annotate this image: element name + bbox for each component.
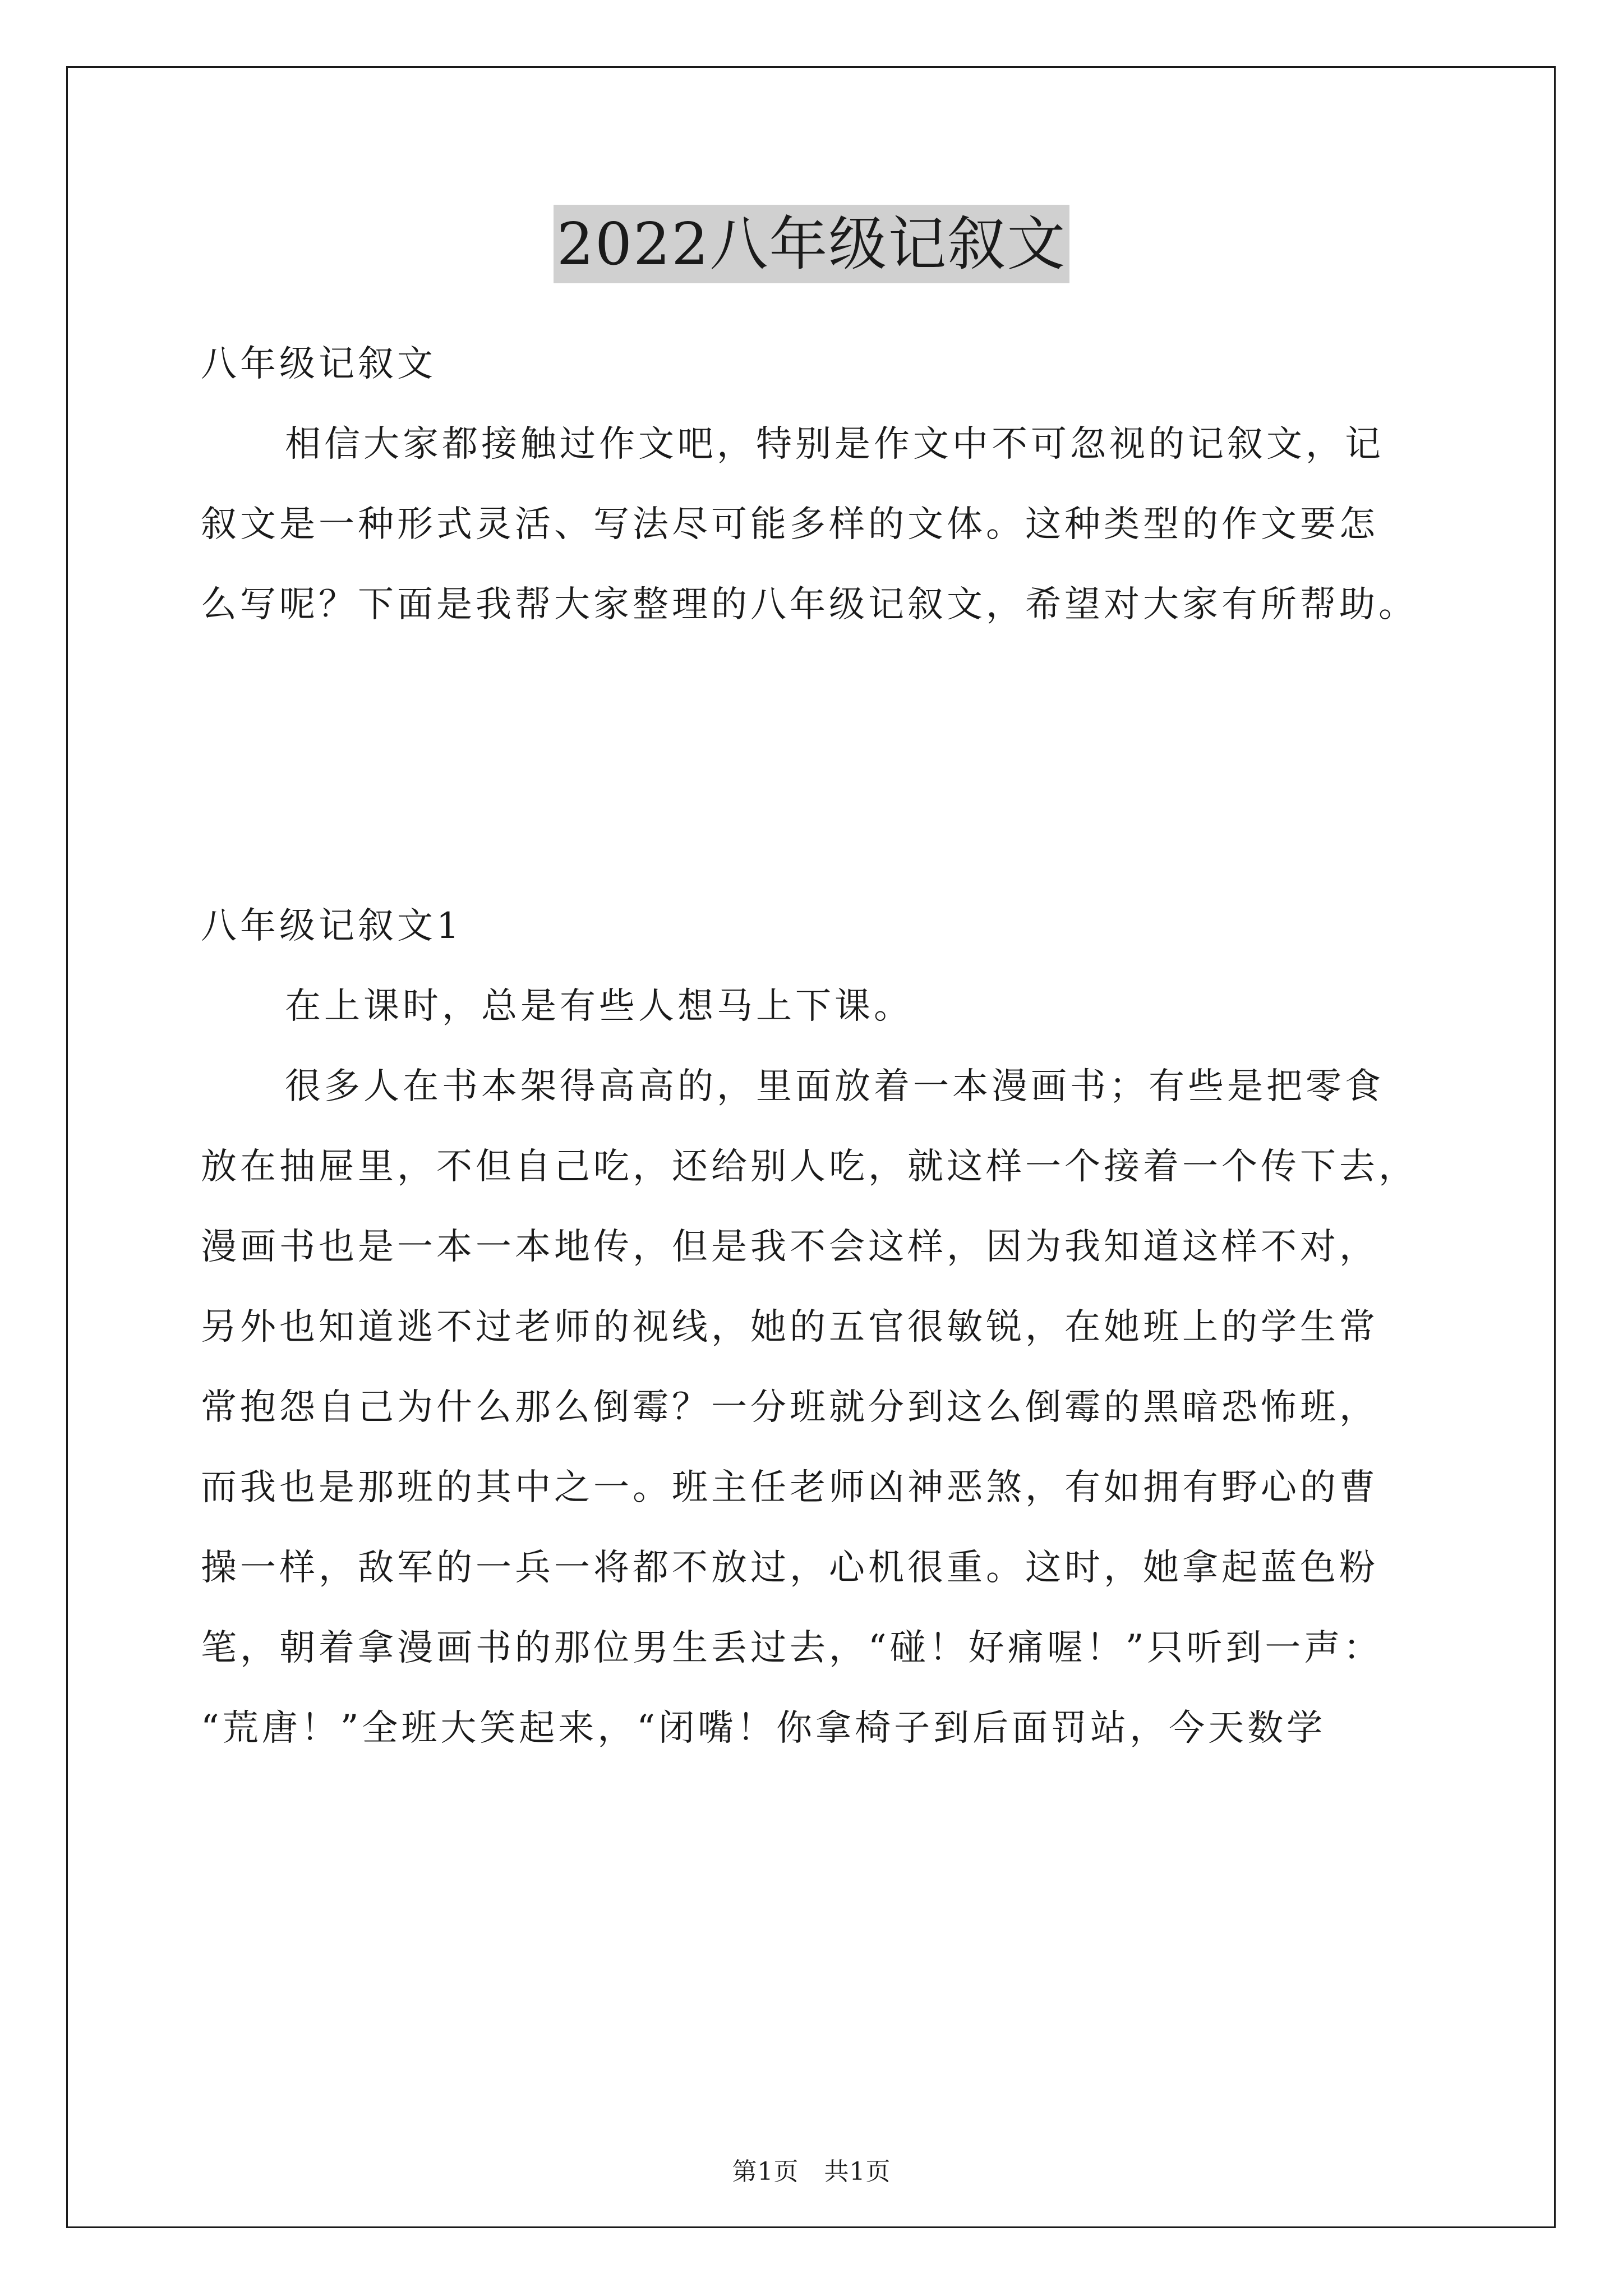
document-title: 2022八年级记叙文	[554, 205, 1070, 283]
paragraph-line: “荒唐！”全班大笑起来，“闭嘴！你拿椅子到后面罚站，今天数学	[201, 1708, 1326, 1749]
paragraph-line: 笔，朝着拿漫画书的那位男生丢过去，“碰！好痛喔！”只听到一声：	[201, 1627, 1383, 1669]
paragraph-line: 而我也是那班的其中之一。班主任老师凶神恶煞，有如拥有野心的曹	[201, 1467, 1378, 1508]
body-section-1	[201, 886, 1468, 1769]
paragraph-line: 常抱怨自己为什么那么倒霉？一分班就分到这么倒霉的黑暗恐怖班，	[201, 1387, 1378, 1428]
intro-line: 么写呢？下面是我帮大家整理的八年级记叙文，希望对大家有所帮助。	[201, 584, 1418, 625]
section-heading-intro: 八年级记叙文	[201, 343, 436, 385]
intro-line: 相信大家都接触过作文吧，特别是作文中不可忽视的记叙文，记	[285, 424, 1384, 465]
title-block	[0, 205, 1623, 283]
paragraph-line: 操一样，敌军的一兵一将都不放过，心机很重。这时，她拿起蓝色粉	[201, 1547, 1378, 1589]
intro-line: 叙文是一种形式灵活、写法尽可能多样的文体。这种类型的作文要怎	[201, 504, 1378, 545]
paragraph-line: 漫画书也是一本一本地传，但是我不会这样，因为我知道这样不对，	[201, 1226, 1378, 1268]
paragraph-line: 在上课时，总是有些人想马上下课。	[285, 986, 913, 1027]
paragraph-line: 放在抽屉里，不但自己吃，还给别人吃，就这样一个接着一个传下去，	[201, 1146, 1418, 1188]
page-number: 第1页 共1页	[732, 2157, 891, 2186]
body-section-intro	[201, 324, 1468, 645]
paragraph-line: 另外也知道逃不过老师的视线，她的五官很敏锐，在她班上的学生常	[201, 1306, 1378, 1348]
paragraph-line: 很多人在书本架得高高的，里面放着一本漫画书；有些是把零食	[285, 1066, 1384, 1107]
section-heading-1: 八年级记叙文1	[201, 905, 463, 947]
page-footer	[0, 2155, 1623, 2189]
